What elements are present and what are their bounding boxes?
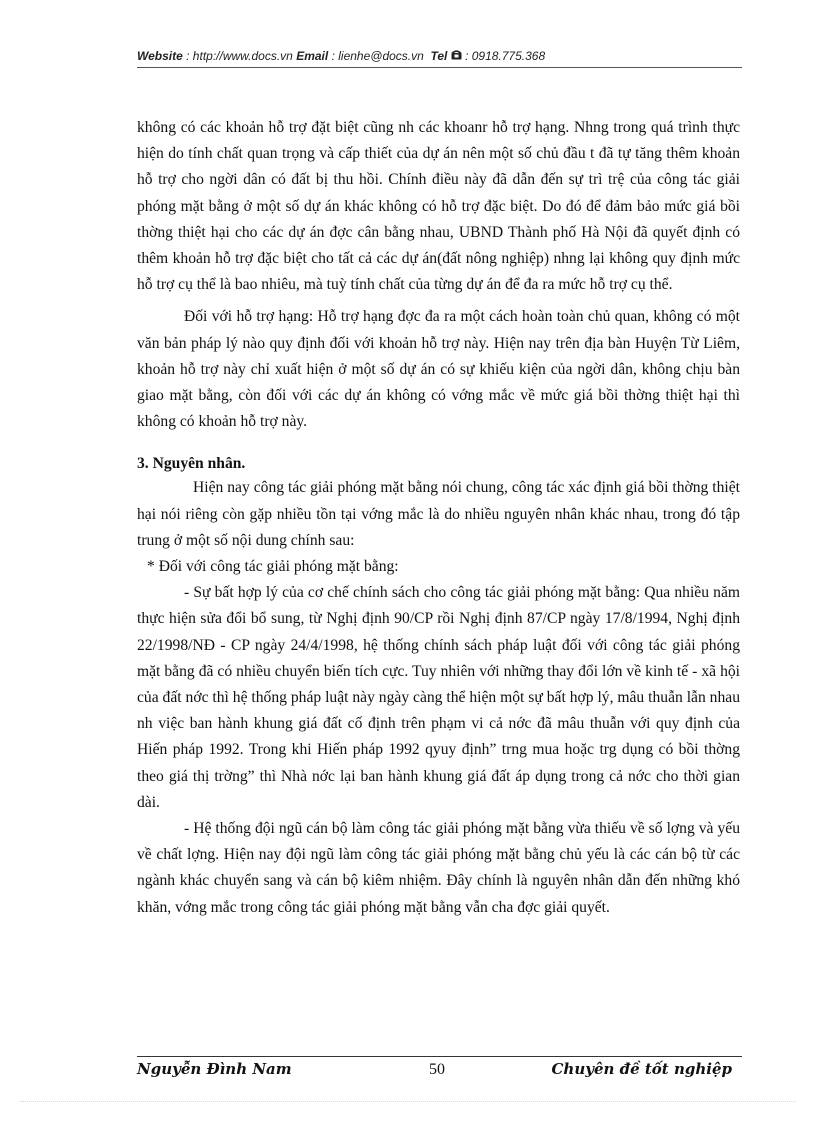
footer-author: Nguyễn Đình Nam — [137, 1060, 292, 1078]
footer-thesis-title: Chuyên đề tốt nghiệp — [551, 1060, 732, 1078]
paragraph-4: - Sự bất hợp lý của cơ chế chính sách cho công tác giải phóng mặt bằng: Qua nhiều năm thực hiện sửa đổi bổ sung, từ Nghị định 90/CP rồi Nghị định 87/CP ngày 17/8/1994, Nghị định 22/1998/NĐ - CP ngày 24/4/1998, hệ thống chính sách pháp luật đối với công tác giải phóng mặt bằng đã có nhiều chuyển biến tích cực. Tuy nhiên với những thay đổi lớn về kinh tế - xã hội của đất nớc thì hệ thống pháp luật này ngày càng thể hiện một sự bất hợp lý, mâu thuẫn lẫn nhau nh việc ban hành khung giá đất cố định trên phạm vi cả nớc đã mâu thuẫn với quy định của Hiến pháp 1992. Trong khi Hiến pháp 1992 qyuy định” trng mua hoặc trg dụng có bồi thờng theo giá thị trờng” thì Nhà nớc lại ban hành khung giá đất áp dụng trong cả nớc cho thời gian dài. — [137, 584, 740, 811]
document-body — [137, 115, 740, 921]
email-label: Email — [296, 49, 329, 63]
page-header — [137, 49, 742, 63]
bottom-dotted-line — [20, 1101, 796, 1102]
section-heading: 3. Nguyên nhân. — [137, 455, 246, 473]
bullet-item: * Đối với công tác giải phóng mặt bằng: — [147, 558, 399, 576]
paragraph-1: không có các khoản hỗ trợ đặt biệt cũng nh các khoanr hỗ trợ hạng. Nhng trong quá trình thực hiện do tính chất quan trọng và cấp thiết của dự án nên một số chủ đầu t đã tự tăng thêm khoản hỗ trợ cho ngời dân có đất bị thu hồi. Chính điều này đã dẫn đến sự trì trệ của công tác giải phóng mặt bằng ở một số dự án khác không có hỗ trợ đặc biệt. Do đó để đảm bảo mức giá bồi thờng thiệt hại cho các dự án đợc cân bằng nhau, UBND Thành phố Hà Nội đã quyết định có thêm khoản hỗ trợ đặc biệt cho tất cả các dự án(đất nông nghiệp) nhng lại không quy định mức hỗ trợ cụ thể là bao nhiêu, mà tuỳ tính chất của từng dự án để đa ra mức hỗ trợ cụ thể. — [137, 119, 740, 294]
paragraph-5: - Hệ thống đội ngũ cán bộ làm công tác giải phóng mặt bằng vừa thiếu về số lợng và yếu về chất lợng. Hiện nay đội ngũ làm công tác giải phóng mặt bằng chủ yếu là các cán bộ từ các ngành khác chuyển sang và cán bộ kiêm nhiệm. Đây chính là nguyên nhân dẫn đến những khó khăn, vớng mắc trong công tác giải phóng mặt bằng vẫn cha đợc giải quyết. — [137, 820, 740, 916]
paragraph-3: Hiện nay công tác giải phóng mặt bằng nói chung, công tác xác định giá bồi thờng thiệt hại nói riêng còn gặp nhiều tồn tại vớng mắc là do nhiều nguyên nhân khác nhau, trong đó tập trung ở một số nội dung chính sau: — [137, 479, 740, 549]
website-url: : http://www.docs.vn — [186, 49, 293, 63]
header-divider — [137, 67, 742, 68]
phone-number: : 0918.775.368 — [465, 49, 546, 63]
phone-icon — [451, 49, 465, 63]
footer-divider — [137, 1056, 742, 1057]
tel-label: Tel — [430, 49, 448, 63]
website-label: Website — [137, 49, 183, 63]
email-address: : lienhe@docs.vn — [331, 49, 424, 63]
paragraph-2: Đối với hỗ trợ hạng: Hỗ trợ hạng đợc đa ra một cách hoàn toàn chủ quan, không có một văn bản pháp lý nào quy định đối với khoản hỗ trợ này. Hiện nay trên địa bàn Huyện Từ Liêm, khoản hỗ trợ này chỉ xuất hiện ở một số dự án có sự khiếu kiện của ngời dân, không chịu bàn giao mặt bằng, còn đối với các dự án không có vớng mắc về mức giá bồi thờng thiệt hại thì không có khoản hỗ trợ này. — [137, 308, 740, 431]
page-footer — [137, 1060, 742, 1084]
page-number: 50 — [429, 1061, 445, 1078]
